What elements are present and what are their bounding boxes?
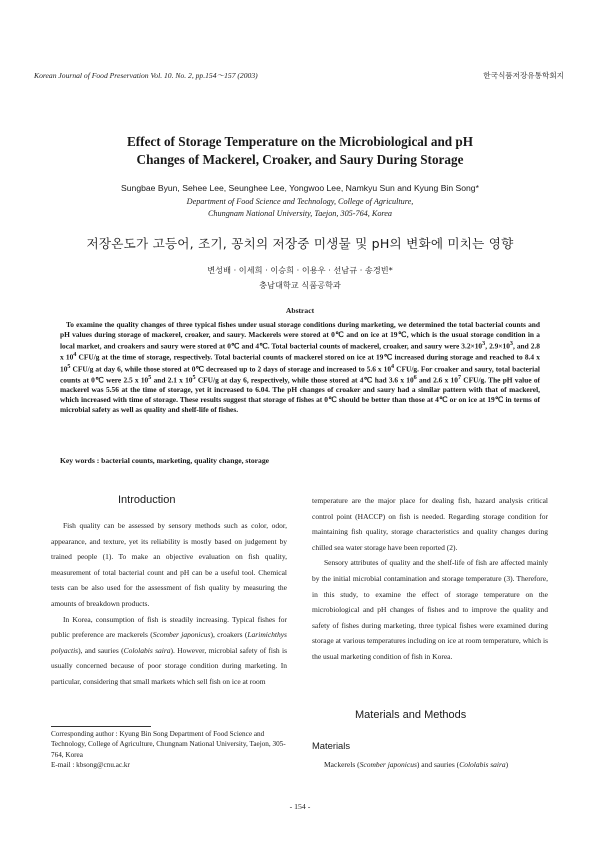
paper-title-line-2: Changes of Mackerel, Croaker, and Saury During Storage	[136, 152, 464, 167]
intro-paragraph-4: Sensory attributes of quality and the shelf-life of fish are affected mainly by the initial microbial contamination and storage temperature (3). Therefore, in this study, to examine the effect of storage temperature on the microbiological and pH changes of fishes and to improve the quality and safety of fishes during marketing, three typical fishes were examined during storage at various temperatures including on ice at room temperature, which is the usual marketing condition of fish in Korea.	[312, 558, 548, 661]
affiliation	[60, 196, 540, 220]
korean-affiliation: 충남대학교 식품공학과	[259, 280, 341, 290]
materials-paragraph-1	[312, 757, 548, 773]
korean-author-list: 변성배 · 이세희 · 이승희 · 이용우 · 선남규 · 송경빈*	[207, 265, 393, 275]
abstract-exponent: 6	[413, 374, 417, 381]
affiliation-line-2: Chungnam National University, Taejon, 305-764, Korea	[207, 209, 393, 218]
abstract-segment: CFU/g. The pH value of mackerel was 5.56 at the time of storage, yet it increased to 6.04. The pH changes of croaker and saury had a similar pattern with that of mackerel, which increased with time of storage. These results suggest that storage of fishes at 0℃ should be better than those at 4℃ or on ice at 19℃ in terms of microbial safety as well as quality and shelf-life of fishes.	[60, 375, 541, 415]
paper-title-line-1: Effect of Storage Temperature on the Microbiological and pH	[126, 134, 473, 149]
materials-subheading: Materials	[312, 740, 351, 751]
intro-paragraph-3: temperature are the major place for dealing fish, hazard analysis critical control point (HACCP) on fish is needed. Regarding storage condition for maintaining fish quality, storage characteristics and quality changes during chilled sea water storage have been reported (2).	[312, 496, 548, 552]
abstract-exponent: 5	[192, 374, 196, 381]
materials-text-segment: ) and sauries (	[416, 760, 460, 769]
abstract-segment: CFU/g. For croaker and saury, total bacterial counts at 0℃ were 2.5 x 10	[60, 364, 540, 385]
abstract-segment: and 2.6 x 10	[416, 375, 458, 385]
journal-citation: Korean Journal of Food Preservation Vol. 10. No. 2, pp.154～157 (2003)	[34, 71, 258, 80]
abstract-segment: To examine the quality changes of three typical fishes under usual storage conditions during marketing, we determined the total bacterial counts and pH values during storage of mackerel, croaker, and saury. Mackerels were stored at 0℃ and on ice at 19℃, which is the usual storage condition in a local market, and croakers and saury were stored at 0℃ and 4℃. Total bacterial counts of mackerel, croaker, and saury were 3.2×10	[60, 320, 540, 351]
intro-paragraph-2	[51, 612, 287, 690]
abstract-segment: , and 2.8 x 10	[60, 341, 540, 362]
keywords: Key words : bacterial counts, marketing, quality change, storage	[60, 456, 270, 465]
abstract-exponent: 5	[148, 374, 152, 381]
intro-text: In Korea, consumption of fish is steadily increasing. Typical fishes for public preference are mackerels (	[51, 614, 287, 640]
affiliation-line-1: Department of Food Science and Technology, College of Agriculture,	[186, 197, 414, 206]
abstract-segment: and 2.1 x 10	[151, 375, 193, 385]
species-name: Scomber japonicus	[359, 760, 417, 769]
species-name: Scomber japonicus	[152, 630, 211, 640]
species-name: Larimichthys polyactis	[51, 630, 287, 655]
species-name: Cololabis saira	[123, 645, 171, 655]
abstract-segment: CFU/g at the time of storage, respectively. Total bacterial counts of mackerel stored on ice at 19℃ increased during storage and reached to 8.4 x 10	[60, 352, 540, 374]
intro-paragraph-1: Fish quality can be assessed by sensory methods such as color, odor, appearance, and texture, yet its reliability is mostly based on judgement by trained people (1). To make an objective evaluation on fish quality, measurement of total bacterial count and pH can be a useful tool. Chemical tests can be also used for the assessment of fish quality by measuring the amounts of breakdown products.	[51, 521, 287, 608]
abstract-exponent: 5	[67, 363, 71, 370]
abstract-text	[60, 320, 540, 415]
corresponding-author-footnote	[51, 729, 291, 771]
intro-text: ), croakers (	[210, 630, 248, 640]
abstract-exponent: 3	[509, 340, 513, 347]
abstract-exponent: 4	[73, 352, 77, 359]
abstract-segment: CFU/g at day 6, respectively, while those stored at 4℃ had 3.6 x 10	[195, 375, 414, 385]
abstract-exponent: 4	[391, 363, 395, 370]
methods-heading: Materials and Methods	[355, 709, 467, 721]
materials-text-segment: )	[505, 760, 509, 769]
korean-title: 저장온도가 고등어, 조기, 꽁치의 저장중 미생물 및 pH의 변화에 미치는 영향	[86, 236, 514, 251]
species-name: Cololabis saira	[459, 760, 506, 769]
abstract-segment: , 2.9×10	[485, 341, 510, 351]
abstract-exponent: 3	[482, 340, 486, 347]
intro-text: ), and sauries (	[78, 645, 124, 655]
page-number: - 154 -	[289, 802, 311, 811]
materials-text-segment: Mackerels (	[324, 760, 360, 769]
journal-society-name: 한국식품저장유통학회지	[483, 71, 564, 80]
footnote-address: Corresponding author : Kyung Bin Song Department of Food Science and Technology, College of Agriculture, Chungnam National University, Taejon, 305-764, Korea	[51, 730, 286, 759]
left-column	[51, 518, 287, 690]
introduction-heading: Introduction	[118, 494, 176, 506]
abstract-exponent: 7	[457, 374, 462, 381]
paper-title	[60, 133, 540, 169]
abstract-segment: CFU/g at day 6, while those stored at 0℃ decreased up to 2 days of storage and increased to 5.6 x 10	[70, 364, 392, 374]
abstract-heading: Abstract	[285, 306, 315, 315]
intro-text: ). However, microbial safety of fish is usually concerned because of poor storage condition during marketing. In particular, considering that small markets which sell fish on ice at room	[51, 645, 288, 686]
footnote-divider	[51, 726, 151, 727]
footnote-email: E-mail : kbsong@cnu.ac.kr	[51, 761, 130, 770]
right-column	[312, 493, 548, 665]
author-list: Sungbae Byun, Sehee Lee, Seunghee Lee, Yongwoo Lee, Namkyu Sun and Kyung Bin Song*	[121, 183, 479, 193]
materials-text	[312, 757, 548, 773]
